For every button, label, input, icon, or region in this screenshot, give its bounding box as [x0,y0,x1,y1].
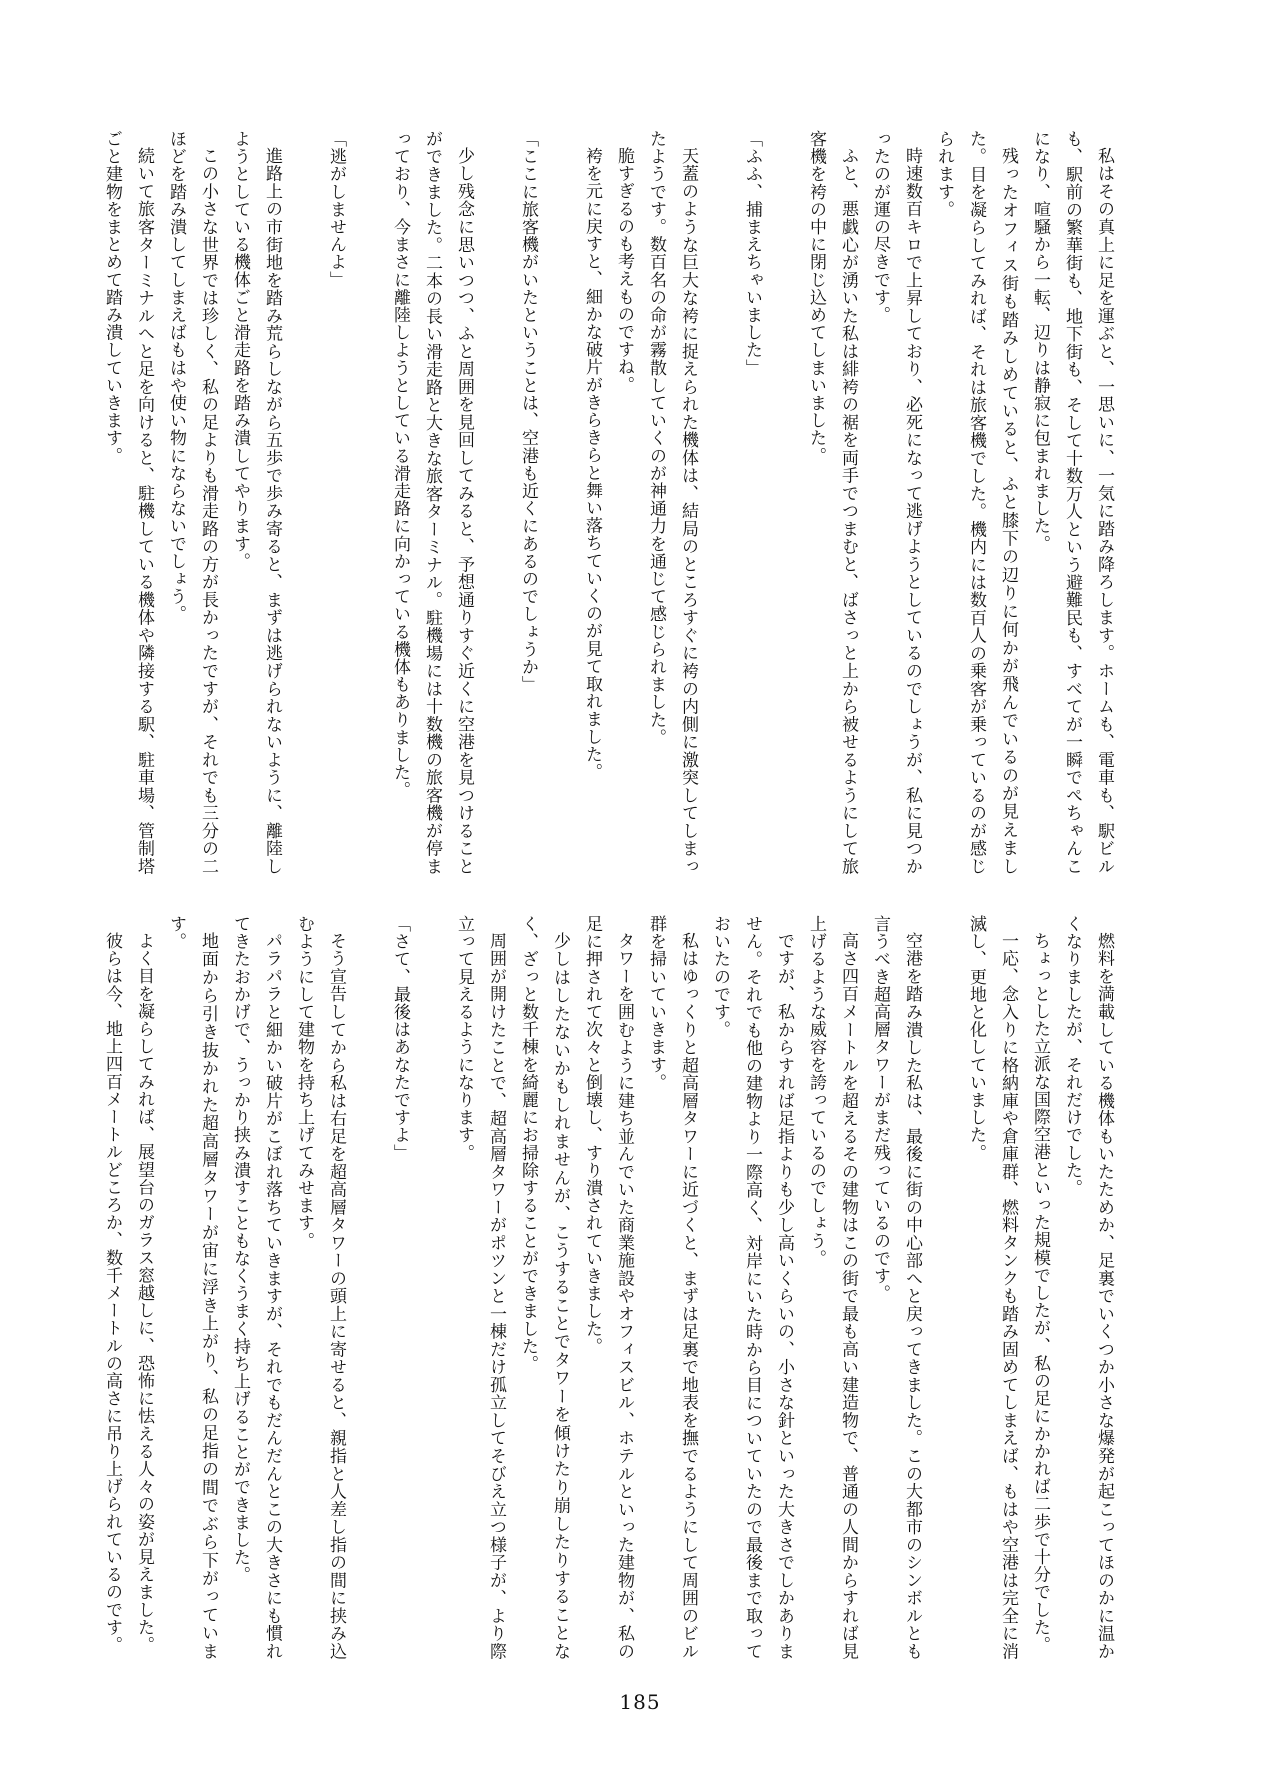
paragraph: 地面から引き抜かれた超高層タワーが宙に浮き上がり、私の足指の間でぶら下がっています。 [166,915,218,1660]
paragraph: 残ったオフィス街も踏みしめていると、ふと膝下の辺りに何かが飛んでいるのが見えました。目を凝らしてみれば、それは旅客機でした。機内には数百人の乗客が乗っているのが感じられます。 [934,130,1018,875]
blank-line [928,915,960,1660]
paragraph: 私はその真上に足を運ぶと、一思いに、一気に踏み降ろします。ホームも、電車も、駅ビルも、駅前の繁華街も、地下街も、そして十数万人という避難民も、すべてが一瞬でぺちゃんこになり、喧騒から一転、辺りは静寂に包まれました。 [1030,130,1114,875]
paragraph: 続いて旅客ターミナルへと足を向けると、駐機している機体や隣接する駅、駐車場、管制塔ごと建物をまとめて踏み潰していきます。 [102,130,154,875]
paragraph: 燃料を満載している機体もいたためか、足裏でいくつか小さな爆発が起こってほのかに温かくなりましたが、それだけでした。 [1062,915,1114,1660]
paragraph: ですが、私からすれば足指よりも少し高いくらいの、小さな針といった大きさでしかありません。それでも他の建物より一際高く、対岸にいた時から目についていたので最後まで取っておいたのです。 [710,915,794,1660]
paragraph: 私はゆっくりと超高層タワーに近づくと、まずは足裏で地表を撫でるようにして周囲のビル群を掃いていきます。 [646,915,698,1660]
paragraph: パラパラと細かい破片がこぼれ落ちていきますが、それでもだんだんとこの大きさにも慣れてきたおかげで、うっかり挟み潰すこともなくうまく持ち上げることができました。 [230,915,282,1660]
blank-line [768,130,800,875]
paragraph: ふと、悪戯心が湧いた私は緋袴の裾を両手でつまむと、ばさっと上から被せるようにして旅客機を袴の中に閉じ込めてしまいました。 [806,130,858,875]
paragraph: ちょっとした立派な国際空港といった規模でしたが、私の足にかかれば二歩で十分でした。 [1030,932,1050,1654]
text-tier-bottom [102,915,1120,1660]
dialogue-line: 「さて、最後はあなたですよ」 [390,915,410,1162]
blank-line [352,915,384,1660]
text-tier-top [102,130,1120,875]
paragraph: そう宣告してから私は右足を超高層タワーの頭上に寄せると、親指と人差し指の間に挟み込むようにして建物を持ち上げてみせます。 [294,915,346,1660]
paragraph: 少しはしたないかもしれませんが、こうすることでタワーを傾けたり崩したりすることなく、ざっと数千棟を綺麗にお掃除することができました。 [518,915,570,1660]
blank-line [352,130,384,875]
paragraph: 彼らは今、地上四百メートルどころか、数千メートルの高さに吊り上げられているのです。 [102,932,122,1654]
paragraph: 少し残念に思いつつ、ふと周囲を見回してみると、予想通りすぐ近くに空港を見つけることができました。二本の長い滑走路と大きな旅客ターミナル。駐機場には十数機の旅客機が停まっており、今まさに離陸しようとしている滑走路に向かっている機体もありました。 [390,130,474,875]
paragraph: 進路上の市街地を踏み荒らしながら五歩で歩み寄ると、まずは逃げられないように、離陸しようとしている機体ごと滑走路を踏み潰してやります。 [230,130,282,875]
blank-line [704,130,736,875]
blank-line [480,130,512,875]
page-number: 185 [619,1690,661,1714]
dialogue-line: 「ここに旅客機がいたということは、空港も近くにあるのでしょうか」 [518,130,538,694]
paragraph: 天蓋のような巨大な袴に捉えられた機体は、結局のところすぐに袴の内側に激突してしまったようです。数百名の命が霧散していくのが神通力を通じて感じられました。 [646,130,698,875]
blank-line [544,130,576,875]
dialogue-line: 「逃がしませんよ」 [326,130,346,289]
paragraph: 周囲が開けたことで、超高層タワーがポツンと一棟だけ孤立してそびえ立つ様子が、より際立って見えるようになります。 [454,915,506,1660]
paragraph: よく目を凝らしてみれば、展望台のガラス窓越しに、恐怖に怯える人々の姿が見えました。 [134,932,154,1654]
paragraph: 一応、念入りに格納庫や倉庫群、燃料タンクも踏み固めてしまえば、もはや空港は完全に消滅し、更地と化していました。 [966,915,1018,1660]
paragraph: 高さ四百メートルを超えるその建物はこの街で最も高い建造物で、普通の人間からすれば見上げるような威容を誇っているのでしょう。 [806,915,858,1660]
blank-line [416,915,448,1660]
blank-line [288,130,320,875]
dialogue-line: 「ふふ、捕まえちゃいました」 [742,130,762,377]
paragraph: 時速数百キロで上昇しており、必死になって逃げようとしているのでしょうが、私に見つかったのが運の尽きです。 [870,130,922,875]
paragraph: 空港を踏み潰した私は、最後に街の中心部へと戻ってきました。この大都市のシンボルとも言うべき超高層タワーがまだ残っているのです。 [870,915,922,1660]
paragraph: この小さな世界では珍しく、私の足よりも滑走路の方が長かったですが、それでも三分の二ほどを踏み潰してしまえばもはや使い物にならないでしょう。 [166,130,218,875]
paragraph: 脆すぎるのも考えものですね。 [614,147,634,394]
paragraph: タワーを囲むように建ち並んでいた商業施設やオフィスビル、ホテルといった建物が、私の足に押されて次々と倒壊し、すり潰されていきました。 [582,915,634,1660]
paragraph: 袴を元に戻すと、細かな破片がきらきらと舞い落ちていくのが見て取れました。 [582,147,602,781]
